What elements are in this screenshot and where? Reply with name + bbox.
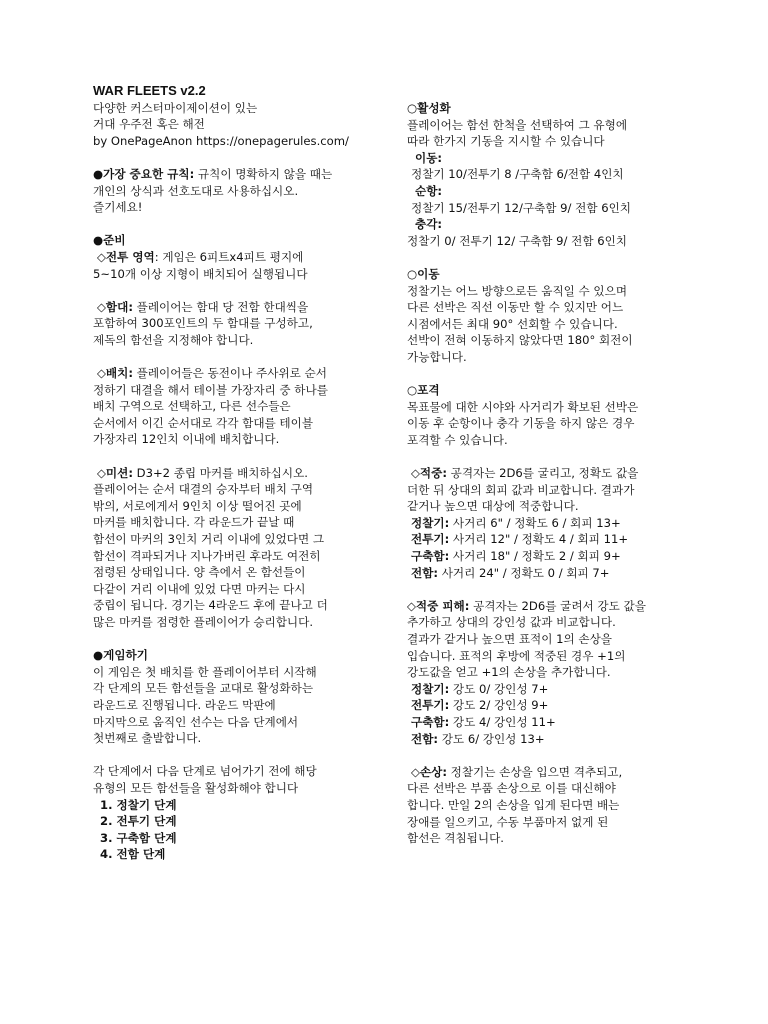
- movement-text-2: 다른 선박은 직선 이동만 할 수 있지만 어느: [407, 300, 624, 315]
- phase-step-3: 3. 구축함 단계: [100, 830, 177, 845]
- loss-label: ◇손상:: [411, 764, 447, 779]
- shooting-heading: ○포격: [407, 383, 440, 398]
- important-rule-text-1: 규칙이 명확하지 않을 때는: [194, 166, 333, 181]
- shooting-text-1: 목표물에 대한 시야와 사거리가 확보된 선박은: [407, 399, 639, 414]
- move-values: 정찰기 10/전투기 8 /구축함 6/전함 4인치: [411, 167, 624, 182]
- play-text-1: 이 게임은 첫 배치를 한 플레이어부터 시작해: [93, 664, 317, 679]
- damage-text-5: 강도값을 얻고 +1의 손상을 추가합니다.: [407, 665, 611, 680]
- phase-step-2: 2. 전투기 단계: [100, 814, 177, 829]
- hit-row-scout-label: 정찰기:: [411, 515, 450, 530]
- mission-text-2: 플레이어는 순서 대결의 승자부터 배치 구역: [93, 482, 314, 497]
- play-heading: ●게임하기: [93, 648, 148, 663]
- activation-text-2: 따라 한가지 기동을 지시할 수 있습니다: [407, 134, 605, 149]
- damage-row-destroyer-values: 강도 4/ 강인성 11+: [449, 714, 556, 729]
- loss-text-2: 다른 선박은 부품 손상으로 이를 대신해야: [407, 781, 616, 796]
- battle-area-label: ◇전투 영역: [97, 249, 155, 264]
- left-column: [93, 83, 383, 863]
- damage-text-4: 입습니다. 표적의 후방에 적중된 경우 +1의: [407, 648, 626, 663]
- damage-row-scout-label: 정찰기:: [411, 681, 450, 696]
- play-text-6: 각 단계에서 다음 단계로 넘어가기 전에 해당: [93, 764, 317, 779]
- move-label: 이동:: [415, 150, 443, 165]
- mission-text-7: 점령된 상태입니다. 양 측에서 온 함선들이: [93, 565, 306, 580]
- damage-row-fighter: [407, 697, 697, 714]
- movement-text-5: 가능합니다.: [407, 349, 467, 364]
- mission-text-5: 함선이 마커의 3인치 거리 이내에 있었다면 그: [93, 532, 325, 547]
- cruise-label: 순항:: [415, 183, 443, 198]
- damage-row-battleship-values: 강도 6/ 강인성 13+: [438, 731, 545, 746]
- hit-row-destroyer-label: 구축함:: [411, 549, 450, 564]
- activation-heading: ○활성화: [407, 101, 451, 115]
- loss-text-4: 장애를 일으키고, 수동 부품마저 없게 된: [407, 814, 609, 829]
- mission-text-3: 밖의, 서로에게서 9인치 이상 떨어진 곳에: [93, 498, 302, 513]
- important-rule-text-3: 즐기세요!: [93, 200, 143, 215]
- hit-row-fighter: [407, 531, 697, 548]
- damage-text-2: 추가하고 상대의 강인성 값과 비교합니다.: [407, 615, 616, 630]
- activation-text-1: 플레이어는 함선 한척을 선택하여 그 유형에: [407, 117, 628, 132]
- hit-rule: [407, 465, 697, 482]
- important-rule-text-2: 개인의 상식과 선호도대로 사용하십시오.: [93, 183, 299, 198]
- hit-row-scout-values: 사거리 6" / 정확도 6 / 회피 13+: [449, 515, 621, 530]
- mission-text-6: 함선이 격파되거나 지나가버린 후라도 여전히: [93, 548, 321, 563]
- loss-rule: [407, 764, 697, 781]
- damage-text-3: 결과가 같거나 높으면 표적이 1의 손상을: [407, 632, 612, 646]
- loss-text-3: 합니다. 만일 2의 손상을 입게 된다면 배는: [407, 797, 620, 812]
- damage-rule: [407, 598, 697, 615]
- fleet-label: ◇함대:: [97, 299, 133, 314]
- movement-text-4: 선박이 전혀 이동하지 않았다면 180° 회전이: [407, 333, 633, 348]
- important-rule: [93, 166, 383, 183]
- hit-row-battleship-label: 전함:: [411, 565, 439, 580]
- mission-text-8: 다같이 거리 이내에 있었 다면 마커는 다시: [93, 581, 306, 596]
- hit-row-destroyer: [407, 548, 697, 565]
- damage-row-destroyer: [407, 714, 697, 731]
- mission-text-1: D3+2 종립 마커를 배치하십시오.: [132, 465, 308, 480]
- mission-rule: [93, 465, 383, 482]
- right-column: [407, 100, 697, 847]
- loss-text-1: 정찰기는 손상을 입으면 격추되고,: [446, 764, 623, 779]
- hit-label: ◇적중:: [411, 466, 447, 481]
- document-title: WAR FLEETS v2.2: [93, 83, 206, 98]
- deploy-text-1: 플레이어들은 동전이나 주사위로 순서: [132, 366, 327, 381]
- charge-label: 충각:: [415, 217, 443, 232]
- movement-text-1: 정찰기는 어느 방향으로든 움직일 수 있으며: [407, 283, 628, 298]
- damage-text-1: 공격자는 2D6를 굴려서 강도 값을: [469, 598, 646, 613]
- damage-row-fighter-label: 전투기:: [411, 698, 450, 713]
- hit-row-fighter-values: 사거리 12" / 정확도 4 / 회피 11+: [449, 532, 629, 547]
- important-rule-label: ●가장 중요한 규칙:: [93, 166, 195, 181]
- shooting-text-2: 이동 후 순항이나 충각 기동을 하지 않은 경우: [407, 416, 635, 431]
- movement-text-3: 시점에서든 최대 90° 선회할 수 있습니다.: [407, 316, 618, 331]
- play-text-5: 첫번째로 출발합니다.: [93, 731, 202, 746]
- deploy-text-2: 정하기 대결을 해서 테이블 가장자리 중 하나를: [93, 382, 328, 397]
- battle-area: [93, 249, 383, 266]
- cruise-values: 정찰기 15/전투기 12/구축함 9/ 전함 6인치: [411, 200, 631, 215]
- hit-text-1: 공격자는 2D6를 굴리고, 정확도 값을: [446, 466, 639, 481]
- damage-row-battleship: [407, 731, 697, 748]
- play-text-3: 라운드로 진행됩니다. 라운드 막판에: [93, 697, 276, 712]
- battle-area-text-2: 5~10개 이상 지형이 배치되어 실행됩니다: [93, 266, 308, 281]
- mission-text-10: 많은 마커를 점령한 플레이어가 승리합니다.: [93, 615, 314, 629]
- fleet-text-2: 포함하여 300포인트의 두 함대를 구성하고,: [93, 316, 313, 331]
- phase-step-1: 1. 정찰기 단계: [100, 797, 177, 812]
- hit-row-battleship: [407, 565, 697, 582]
- play-text-7: 유형의 모든 함선들을 활성화해야 합니다: [93, 780, 299, 795]
- hit-row-battleship-values: 사거리 24" / 정확도 0 / 회피 7+: [438, 565, 610, 580]
- subtitle-line-1: 다양한 커스터마이제이션이 있는: [93, 100, 258, 115]
- play-text-4: 마지막으로 움직인 선수는 다음 단계에서: [93, 714, 299, 729]
- damage-label: ◇적중 피해:: [407, 598, 470, 613]
- hit-text-3: 같거나 높으면 대상에 적중합니다.: [407, 499, 579, 514]
- damage-row-scout: [407, 681, 697, 698]
- mission-text-4: 마커를 배치합니다. 각 라운드가 끝날 때: [93, 515, 295, 530]
- subtitle-line-2: 거대 우주전 혹은 해전: [93, 117, 205, 132]
- mission-text-9: 중립이 됩니다. 경기는 4라운드 후에 끝나고 더: [93, 598, 328, 613]
- damage-row-fighter-values: 강도 2/ 강인성 9+: [449, 698, 549, 713]
- hit-row-scout: [407, 515, 697, 532]
- damage-row-battleship-label: 전함:: [411, 731, 439, 746]
- fleet-rule: [93, 299, 383, 316]
- byline: by OnePageAnon https://onepagerules.com/: [93, 133, 349, 148]
- prep-heading: ●준비: [93, 233, 126, 248]
- shooting-text-3: 포격할 수 있습니다.: [407, 432, 508, 447]
- mission-label: ◇미션:: [97, 465, 133, 480]
- damage-row-destroyer-label: 구축함:: [411, 714, 450, 729]
- hit-row-destroyer-values: 사거리 18" / 정확도 2 / 회피 9+: [449, 549, 621, 564]
- phase-step-4: 4. 전함 단계: [100, 847, 166, 862]
- deploy-text-5: 가장자리 12인치 이내에 배치합니다.: [93, 432, 280, 447]
- fleet-text-3: 제독의 함선을 지정해야 합니다.: [93, 332, 254, 347]
- charge-values: 정찰기 0/ 전투기 12/ 구축함 9/ 전함 6인치: [407, 233, 627, 248]
- deploy-label: ◇배치:: [97, 366, 133, 381]
- fleet-text-1: 플레이어는 함대 당 전함 한대씩을: [132, 299, 309, 314]
- deploy-rule: [93, 365, 383, 382]
- deploy-text-3: 배치 구역으로 선택하고, 다른 선수들은: [93, 399, 291, 414]
- loss-text-5: 함선은 격침됩니다.: [407, 831, 504, 846]
- hit-row-fighter-label: 전투기:: [411, 532, 450, 547]
- hit-text-2: 더한 뒤 상대의 회피 값과 비교합니다. 결과가: [407, 482, 635, 497]
- damage-row-scout-values: 강도 0/ 강인성 7+: [449, 681, 549, 696]
- deploy-text-4: 순서에서 이긴 순서대로 각각 함대를 테이블: [93, 415, 314, 430]
- movement-heading: ○이동: [407, 266, 440, 281]
- play-text-2: 각 단계의 모든 함선들을 교대로 활성화하는: [93, 681, 314, 696]
- battle-area-text-1: : 게임은 6피트x4피트 평지에: [154, 249, 304, 264]
